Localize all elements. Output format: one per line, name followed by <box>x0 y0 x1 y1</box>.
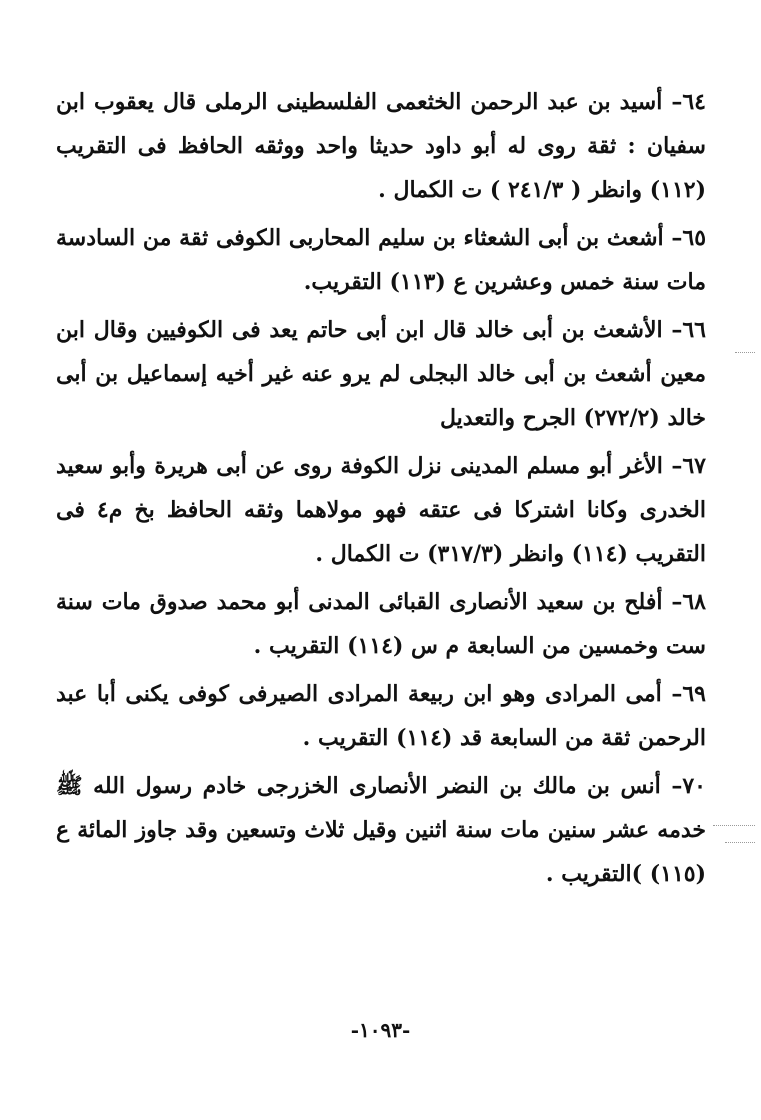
scan-edge-mark <box>735 352 755 354</box>
entry-number: ٦٥– <box>671 225 707 251</box>
entry-69 <box>56 672 706 760</box>
scan-edge-mark <box>725 842 755 844</box>
entry-text: أسيد بن عبد الرحمن الخثعمى الفلسطينى الرملى قال يعقوب ابن سفيان : ثقة روى له أبو داود حديثا واحد ووثقه الحافظ فى التقريب (١١٢) وانظر ( ٢٤١/٣ ) ت الكمال . <box>56 89 706 203</box>
entry-text: أفلح بن سعيد الأنصارى القبائى المدنى أبو محمد صدوق مات سنة ست وخمسين من السابعة م س (١١٤) التقريب . <box>56 589 706 659</box>
entry-text: أنس بن مالك بن النضر الأنصارى الخزرجى خادم رسول الله ﷺ خدمه عشر سنين مات سنة اثنين وقيل ثلاث وتسعين وقد جاوز المائة ع (١١٥) )التقريب . <box>56 773 706 887</box>
entry-text: أشعث بن أبى الشعثاء بن سليم المحاربى الكوفى ثقة من السادسة مات سنة خمس وعشرين ع (١١٣) التقريب. <box>56 225 706 295</box>
entry-number: ٦٦– <box>671 317 706 343</box>
page-number: -١٠٩٣- <box>350 1018 411 1042</box>
entry-text: الأشعث بن أبى خالد قال ابن أبى حاتم يعد فى الكوفيين وقال ابن معين أشعث بن أبى خالد البجلى لم يرو عنه غير أخيه إسماعيل بن أبى خالد (٢٧٢/٢) الجرح والتعديل <box>56 317 706 431</box>
entry-number: ٦٧– <box>671 453 706 479</box>
entry-64 <box>56 80 706 212</box>
entry-number: ٧٠– <box>671 773 706 799</box>
entry-65 <box>56 216 706 304</box>
entry-number: ٦٤– <box>671 89 706 115</box>
entry-70 <box>56 764 706 896</box>
entry-67 <box>56 444 706 576</box>
entry-number: ٦٨– <box>671 589 706 615</box>
entry-number: ٦٩– <box>671 681 706 707</box>
entry-text: أمى المرادى وهو ابن ربيعة المرادى الصيرفى كوفى يكنى أبا عبد الرحمن ثقة من السابعة قد (١١٤) التقريب . <box>56 681 706 751</box>
document-body <box>56 80 706 900</box>
scan-edge-mark <box>713 825 755 827</box>
entry-68 <box>56 580 706 668</box>
entry-66 <box>56 308 706 440</box>
entry-text: الأغر أبو مسلم المدينى نزل الكوفة روى عن أبى هريرة وأبو سعيد الخدرى وكانا اشتركا فى عتقه فهو مولاهما وثقه الحافظ بخ م٤ فى التقريب (١١٤) وانظر (٣١٧/٣) ت الكمال . <box>56 453 706 567</box>
